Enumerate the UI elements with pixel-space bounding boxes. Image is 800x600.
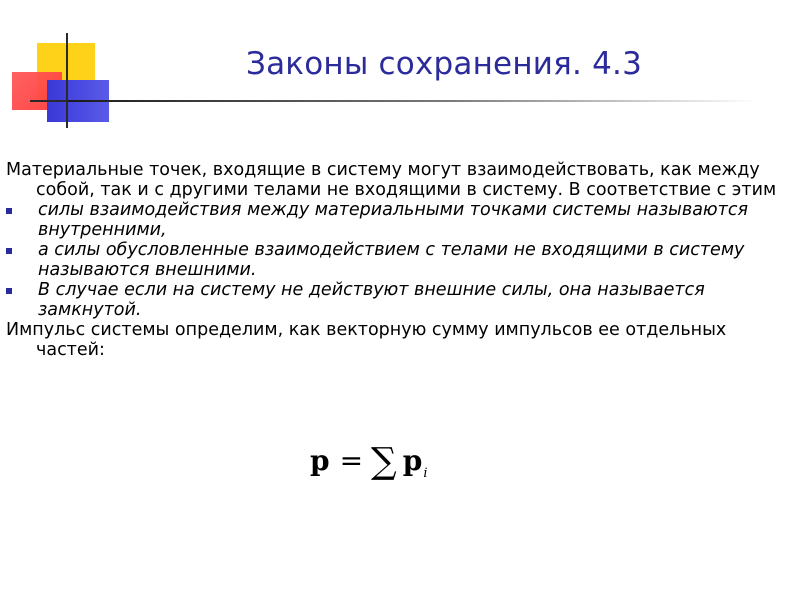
square-bullet-icon [6, 248, 12, 254]
bullet-text: В случае если на систему не действуют внешние силы, она называется замкнутой. [38, 280, 705, 320]
logo-vertical-line [66, 33, 68, 128]
bullet-text: а силы обусловленные взаимодействием с телами не входящими в систему называются внешними. [38, 240, 745, 280]
formula-rhs: p [402, 444, 423, 477]
formula-equals: = [339, 444, 364, 477]
slide-logo-decoration [0, 0, 120, 130]
square-bullet-icon [6, 288, 12, 294]
bullet-item [6, 240, 791, 280]
formula-subscript: i [423, 466, 428, 481]
bullet-item [6, 200, 791, 240]
bullet-text: силы взаимодействия между материальными точками системы называются внутренними, [38, 200, 748, 240]
bullet-item [6, 280, 791, 320]
slide-title: Законы сохранения. 4.3 [246, 46, 643, 82]
momentum-sum-formula [310, 441, 428, 482]
intro-paragraph: Материальные точек, входящие в систему могут взаимодействовать, как между собой, так и с другими телами не входящими в систему. В соответствие с этим [6, 160, 777, 200]
title-divider [68, 100, 758, 102]
square-bullet-icon [6, 208, 12, 214]
formula-lhs: p [310, 444, 330, 477]
sum-icon: ∑ [371, 441, 397, 482]
outro-paragraph: Импульс системы определим, как векторную сумму импульсов ее отдельных частей: [6, 320, 727, 360]
slide-body [6, 160, 791, 360]
